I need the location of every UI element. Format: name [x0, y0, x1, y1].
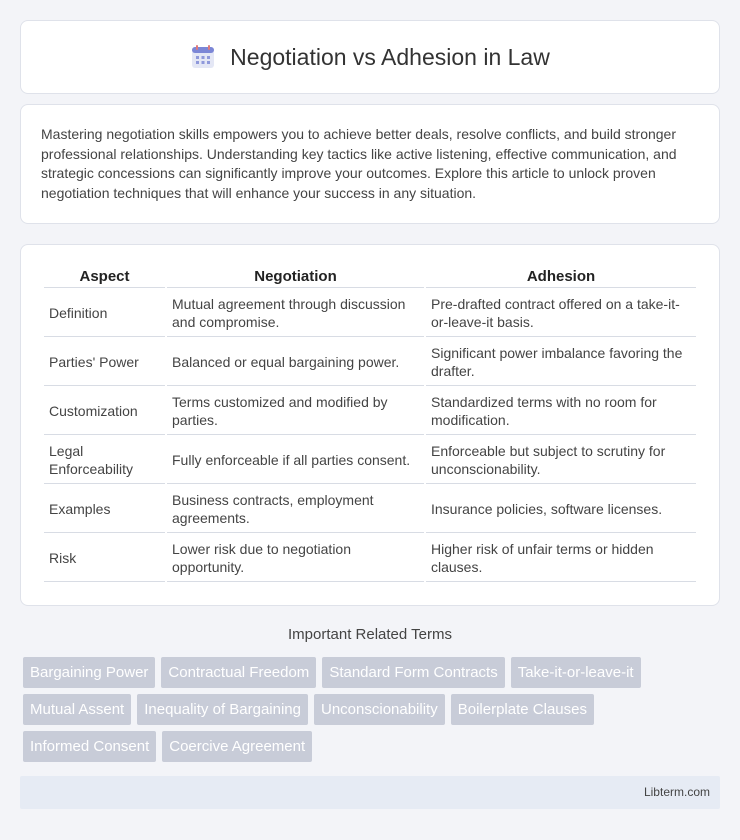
table-cell-aspect: Legal Enforceability [44, 437, 165, 484]
footer-site-link[interactable]: Libterm.com [643, 785, 710, 799]
related-term-tag[interactable]: Coercive Agreement [162, 731, 312, 762]
column-header-adhesion: Adhesion [426, 265, 696, 288]
related-term-tag[interactable]: Mutual Assent [23, 694, 131, 725]
table-cell-negotiation: Fully enforceable if all parties consent. [167, 437, 424, 484]
related-term-tag[interactable]: Unconscionability [314, 694, 445, 725]
table-cell-aspect: Examples [44, 486, 165, 533]
table-row [44, 388, 696, 435]
table-row [44, 437, 696, 484]
related-term-tag[interactable]: Bargaining Power [23, 657, 155, 688]
table-cell-aspect: Risk [44, 535, 165, 582]
related-term-tag[interactable]: Contractual Freedom [161, 657, 316, 688]
table-row [44, 290, 696, 337]
table-cell-aspect: Definition [44, 290, 165, 337]
table-cell-adhesion: Insurance policies, software licenses. [426, 486, 696, 533]
related-terms-list [23, 657, 723, 762]
table-cell-adhesion: Significant power imbalance favoring the drafter. [426, 339, 696, 386]
intro-text: Mastering negotiation skills empowers you to achieve better deals, resolve conflicts, and build stronger professional relationships. Understanding key tactics like active listening, effective communication, and strategic concessions can significantly improve your outcomes. Explore this article to unlock proven negotiation techniques that will enhance your success in any situation. [41, 126, 677, 201]
table-cell-negotiation: Balanced or equal bargaining power. [167, 339, 424, 386]
table-cell-negotiation: Lower risk due to negotiation opportunity. [167, 535, 424, 582]
related-term-tag[interactable]: Take-it-or-leave-it [511, 657, 641, 688]
table-cell-negotiation: Terms customized and modified by parties. [167, 388, 424, 435]
column-header-aspect: Aspect [44, 265, 165, 288]
page-title: Negotiation vs Adhesion in Law [230, 43, 550, 70]
related-term-tag[interactable]: Inequality of Bargaining [137, 694, 308, 725]
table-cell-aspect: Parties' Power [44, 339, 165, 386]
table-header-row [44, 265, 696, 288]
related-terms-title: Important Related Terms [288, 626, 452, 643]
comparison-table-card [20, 244, 720, 606]
table-row [44, 535, 696, 582]
comparison-table [42, 263, 698, 584]
table-cell-negotiation: Business contracts, employment agreements. [167, 486, 424, 533]
related-term-tag[interactable]: Informed Consent [23, 731, 156, 762]
table-cell-negotiation: Mutual agreement through discussion and compromise. [167, 290, 424, 337]
table-row [44, 486, 696, 533]
table-cell-aspect: Customization [44, 388, 165, 435]
table-cell-adhesion: Standardized terms with no room for modification. [426, 388, 696, 435]
table-cell-adhesion: Pre-drafted contract offered on a take-it-or-leave-it basis. [426, 290, 696, 337]
header-card [20, 20, 720, 94]
table-row [44, 339, 696, 386]
column-header-negotiation: Negotiation [167, 265, 424, 288]
intro-card [20, 104, 720, 224]
table-cell-adhesion: Higher risk of unfair terms or hidden clauses. [426, 535, 696, 582]
related-term-tag[interactable]: Boilerplate Clauses [451, 694, 594, 725]
calendar-icon [190, 44, 216, 70]
table-cell-adhesion: Enforceable but subject to scrutiny for unconscionability. [426, 437, 696, 484]
related-term-tag[interactable]: Standard Form Contracts [322, 657, 504, 688]
footer [20, 776, 720, 809]
